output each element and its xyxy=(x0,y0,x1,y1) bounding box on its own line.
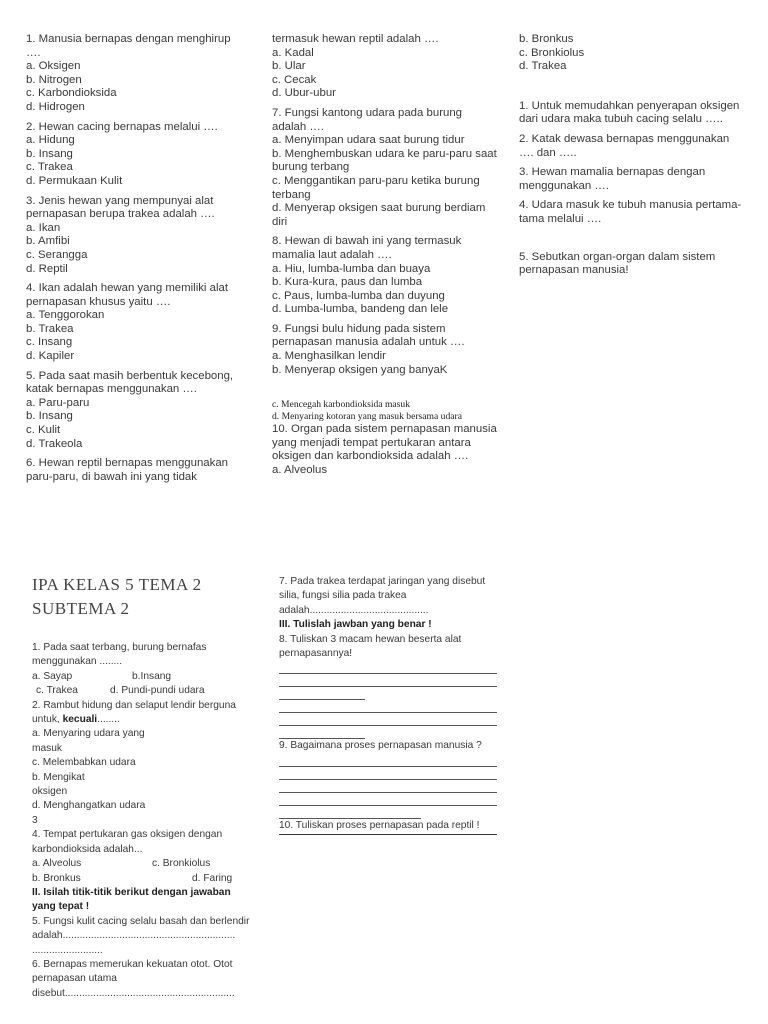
question-text: 7. Fungsi kantong udara pada burung adalah …. xyxy=(272,106,462,133)
option: b. Amfibi xyxy=(26,235,70,248)
question-number: 3 xyxy=(32,814,38,826)
option-d-serif: d. Menyaring kotoran yang masuk bersama udara xyxy=(272,411,462,423)
option: d. Lumba-lumba, bandeng dan lele xyxy=(272,303,449,316)
answer-dots: disebut............................................................ xyxy=(32,987,235,999)
answer-line xyxy=(279,661,497,674)
question-2 xyxy=(32,699,252,728)
option: a. Hidung xyxy=(26,134,75,147)
answer-line xyxy=(279,780,497,793)
answer-line xyxy=(279,700,497,713)
option: b. Mengikat xyxy=(32,771,85,783)
option: b.Insang xyxy=(132,670,172,682)
option: c. Menggantikan paru-paru ketika burung terbang xyxy=(272,174,480,201)
option: a. Kadal xyxy=(272,46,314,59)
question-5 xyxy=(26,370,248,452)
answer-line xyxy=(279,767,497,780)
option: d. Trakeola xyxy=(26,437,83,450)
question-1: 1. Pada saat terbang, burung bernafas menggunakan ........ xyxy=(32,642,207,668)
emphasis: kecuali xyxy=(62,714,98,726)
answer-line xyxy=(279,687,365,700)
column-1 xyxy=(26,33,248,490)
option: b. Bronkus xyxy=(32,872,81,884)
dots: ........ xyxy=(97,714,120,726)
option: d. Menyerap oksigen saat burung berdiam diri xyxy=(272,202,486,228)
option: masuk xyxy=(32,742,63,754)
question-3 xyxy=(26,195,248,277)
question-text: 4. Ikan adalah hewan yang memiliki alat pernapasan khusus yaitu …. xyxy=(26,282,228,308)
option: d. Hidrogen xyxy=(26,100,85,113)
answer-line xyxy=(279,754,497,767)
section-2-heading: II. Isilah titik-titik berikut dengan jawaban yang tepat ! xyxy=(32,886,231,913)
answer-line xyxy=(279,726,365,739)
option: b. Menyerap oksigen yang banyaK xyxy=(272,363,448,376)
option: d. Permukaan Kulit xyxy=(26,174,123,187)
essay-4: 4. Udara masuk ke tubuh manusia pertama-tama melalui …. xyxy=(519,199,742,225)
option: a. Sayap xyxy=(32,670,73,682)
option: b. Kura-kura, paus dan lumba xyxy=(272,276,423,289)
option: d. Trakea xyxy=(519,60,567,73)
option: a. Paru-paru xyxy=(26,396,90,409)
option: d. Reptil xyxy=(26,262,68,275)
option: c. Bronkiolus xyxy=(519,46,585,59)
option: c. Serangga xyxy=(26,248,88,261)
options-row xyxy=(32,684,252,698)
option: oksigen xyxy=(32,786,68,798)
answer-line xyxy=(279,674,497,687)
option: b. Nitrogen xyxy=(26,73,82,86)
question-9: 9. Bagaimana proses pernapasan manusia ? xyxy=(279,740,482,752)
section-3-heading: III. Tulislah jawban yang benar ! xyxy=(279,619,432,631)
question-text: 6. Hewan reptil bernapas menggunakan paru-paru, di bawah ini yang tidak xyxy=(26,457,229,483)
question-6-cont xyxy=(272,33,498,101)
option: a. Ikan xyxy=(26,221,61,234)
option: d. Ubur-ubur xyxy=(272,87,336,100)
option: a. Menghasilkan lendir xyxy=(272,350,386,363)
option: c. Trakea xyxy=(26,161,73,174)
option: a. Menyimpan udara saat burung tidur xyxy=(272,134,465,147)
question-text: 2. Hewan cacing bernapas melalui …. xyxy=(26,120,218,133)
question-4 xyxy=(26,282,248,364)
option: c. Paus, lumba-lumba dan duyung xyxy=(272,289,445,302)
question-7 xyxy=(272,107,498,229)
answer-line xyxy=(279,806,421,819)
option: b. Menghembuskan udara ke paru-paru saat burung terbang xyxy=(272,147,497,174)
answer-dots: adalah............................................................. xyxy=(32,930,236,942)
question-text: 8. Hewan di bawah ini yang termasuk mamalia laut adalah …. xyxy=(272,235,462,261)
option: c. Trakea xyxy=(36,685,78,697)
question-6 xyxy=(26,457,248,484)
option: d. Kapiler xyxy=(26,350,75,363)
option: a. Alveolus xyxy=(272,464,328,477)
option: c. Kulit xyxy=(26,424,61,437)
page-subtitle: SUBTEMA 2 xyxy=(32,599,130,618)
question-text: 2. Rambut hidung dan selaput lendir berguna untuk, xyxy=(32,699,236,726)
option: d. Faring xyxy=(192,872,233,884)
option: b. Insang xyxy=(26,410,73,423)
question-8: 8. Tuliskan 3 macam hewan beserta alat pernapasannya! xyxy=(279,633,462,660)
question-5: 5. Fungsi kulit cacing selalu basah dan berlendir xyxy=(32,915,250,927)
options-row xyxy=(32,670,252,684)
question-7: 7. Pada trakea terdapat jaringan yang disebut silia, fungsi silia pada trakea adalah.......................................... xyxy=(279,576,486,616)
essay-3: 3. Hewan mamalia bernapas dengan menggunakan …. xyxy=(519,166,706,192)
question-9 xyxy=(272,323,498,377)
options-row xyxy=(32,857,252,871)
page-title: IPA KELAS 5 TEMA 2 xyxy=(32,575,202,594)
question-text: 9. Fungsi bulu hidung pada sistem pernapasan manusia adalah untuk …. xyxy=(272,322,465,349)
question-4: 4. Tempat pertukaran gas oksigen dengan karbondioksida adalah... xyxy=(32,829,223,855)
question-text: 5. Pada saat masih berbentuk kecebong, katak bernapas menggunakan …. xyxy=(26,369,234,396)
column-2 xyxy=(272,33,498,478)
answer-line xyxy=(279,833,497,835)
options-row xyxy=(32,872,252,886)
option: b. Insang xyxy=(26,147,73,160)
option: b. Trakea xyxy=(26,322,74,335)
option: a. Alveolus xyxy=(32,858,82,870)
answer-line xyxy=(279,793,497,806)
option: c. Cecak xyxy=(272,73,317,86)
option: c. Bronkiolus xyxy=(152,858,211,870)
option: a. Hiu, lumba-lumba dan buaya xyxy=(272,262,431,275)
question-text: 3. Jenis hewan yang mempunyai alat pernapasan berupa trakea adalah …. xyxy=(26,194,215,221)
answer-line xyxy=(279,713,497,726)
option: c. Insang xyxy=(26,336,73,349)
option: c. Melembabkan udara xyxy=(32,757,136,769)
option: a. Menyaring udara yang xyxy=(32,728,145,740)
option: a. Oksigen xyxy=(26,60,81,73)
option-c-serif: c. Mencegah karbondioksida masuk xyxy=(272,399,411,411)
question-10: 10. Organ pada sistem pernapasan manusia yang menjadi tempat pertukaran antara oksigen dan karbondioksida adalah …. xyxy=(272,423,497,463)
bottom-left-block xyxy=(32,573,252,1001)
essay-1: 1. Untuk memudahkan penyerapan oksigen dari udara maka tubuh cacing selalu ….. xyxy=(519,99,740,126)
question-6: 6. Bernapas memerukan kekuatan otot. Otot pernapasan utama xyxy=(32,958,233,985)
option: b. Bronkus xyxy=(519,33,574,45)
question-10: 10. Tuliskan proses pernapasan pada reptil ! xyxy=(279,819,480,831)
essay-2: 2. Katak dewasa bernapas menggunakan …. dan ….. xyxy=(519,132,730,159)
option: a. Tenggorokan xyxy=(26,309,105,322)
option: c. Karbondioksida xyxy=(26,87,117,100)
option: b. Ular xyxy=(272,60,306,73)
column-3 xyxy=(519,33,745,284)
essay-5: 5. Sebutkan organ-organ dalam sistem pernapasan manusia! xyxy=(519,250,716,277)
answer-dots: ......................... xyxy=(32,944,103,956)
question-8 xyxy=(272,235,498,317)
question-text: termasuk hewan reptil adalah …. xyxy=(272,33,439,45)
option: d. Menghangatkan udara xyxy=(32,800,146,812)
question-text: 1. Manusia bernapas dengan menghirup …. xyxy=(26,33,231,59)
question-2 xyxy=(26,121,248,189)
question-1 xyxy=(26,33,248,115)
option: d. Pundi-pundi udara xyxy=(110,685,205,697)
bottom-right-block xyxy=(279,575,497,835)
